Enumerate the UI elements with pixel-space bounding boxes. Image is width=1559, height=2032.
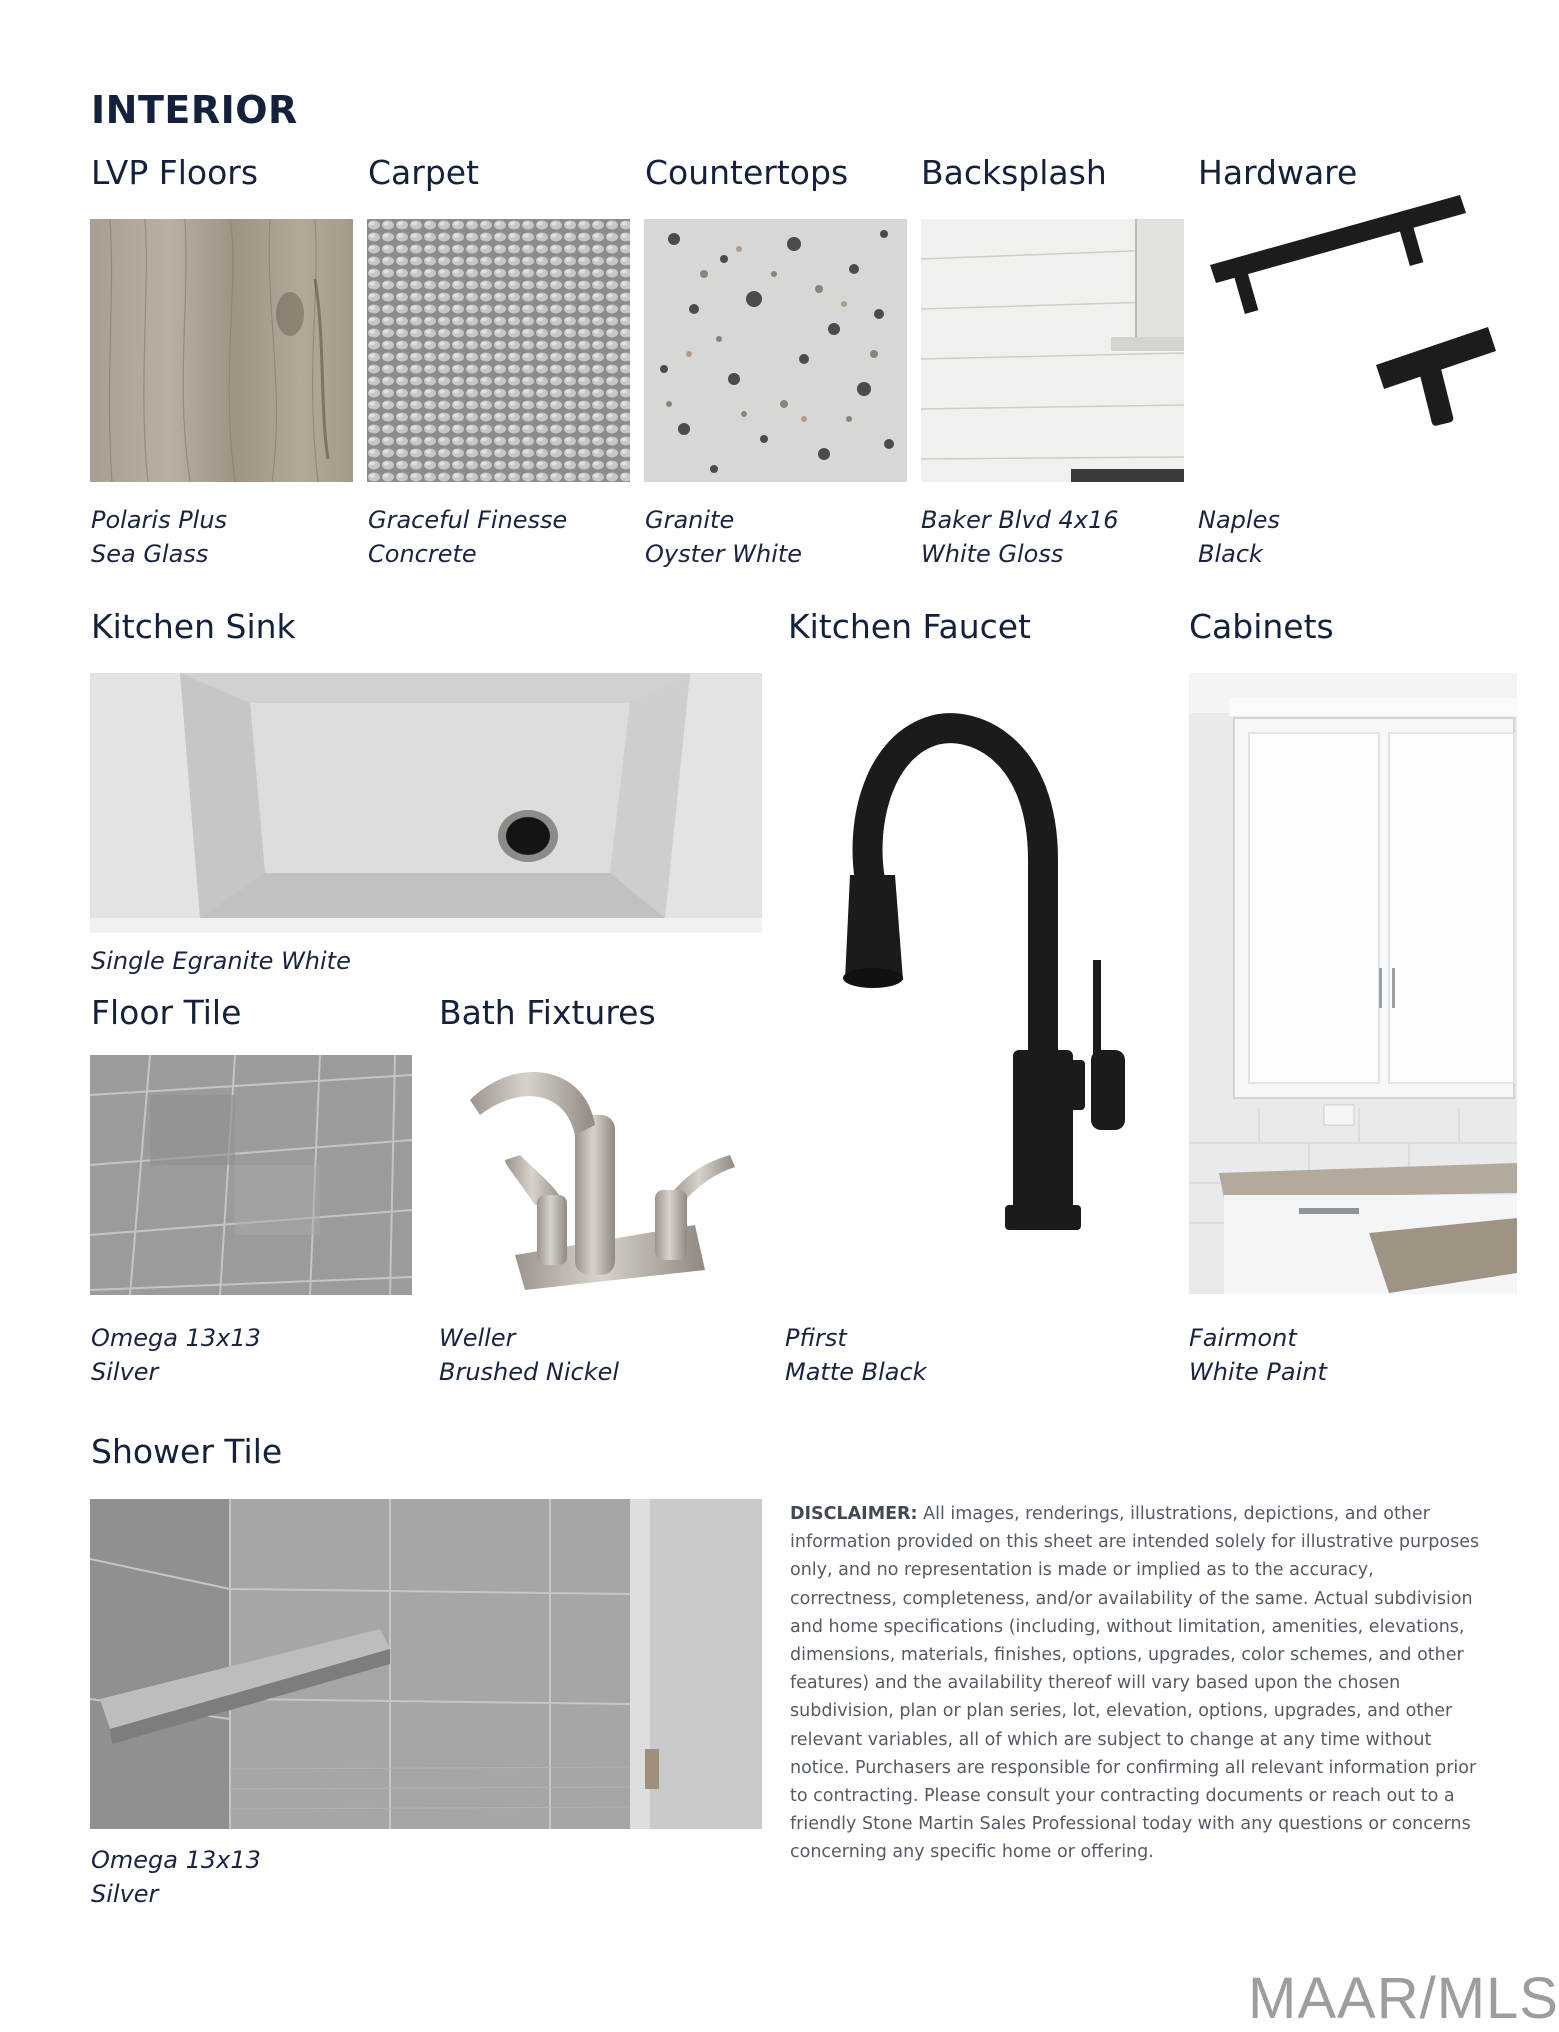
lvp-floors-caption: [91, 503, 227, 571]
bath-fixtures-image: [455, 1055, 755, 1295]
heading-countertops: Countertops: [645, 153, 849, 192]
backsplash-caption: [921, 503, 1119, 571]
kitchen-faucet-image: [825, 710, 1145, 1240]
bath-fixtures-caption: [439, 1321, 619, 1389]
heading-floor-tile: Floor Tile: [91, 993, 242, 1032]
page-title: INTERIOR: [91, 88, 298, 132]
backsplash-name: Baker Blvd 4x16: [921, 506, 1119, 534]
floor-tile-color: Silver: [91, 1358, 159, 1386]
disclaimer-text: All images, renderings, illustrations, depictions, and other information provided on this sheet are intended solely for illustrative purposes only, and no representation is made or implied as to the accuracy, correctness, completeness, and/or availability of the same. Actual subdivision and home specifications (including, without limitation, amenities, elevations, dimensions, materials, finishes, options, upgrades, color schemes, and other features) and the availability thereof will vary based upon the chosen subdivision, plan or plan series, lot, elevation, options, upgrades, and other relevant variables, all of which are subject to change at any time without notice. Purchasers are responsible for confirming all relevant information prior to contracting. Please consult your contracting documents or reach out to a friendly Stone Martin Sales Professional today with any questions or concerns concerning any specific home or offering.: [790, 1504, 1480, 1863]
countertops-name: Granite: [645, 506, 735, 534]
countertops-color: Oyster White: [645, 540, 803, 568]
lvp-floors-name: Polaris Plus: [91, 506, 228, 534]
lvp-floors-swatch: [90, 219, 353, 482]
kitchen-sink-caption: [91, 944, 351, 978]
hardware-caption: [1198, 503, 1280, 571]
kitchen-sink-image: [90, 673, 762, 933]
heading-kitchen-faucet: Kitchen Faucet: [788, 607, 1031, 646]
carpet-swatch: [367, 219, 630, 482]
shower-tile-caption: [91, 1843, 261, 1911]
floor-tile-name: Omega 13x13: [91, 1324, 261, 1352]
countertops-caption: [645, 503, 802, 571]
kitchen-faucet-color: Matte Black: [785, 1358, 927, 1386]
heading-shower-tile: Shower Tile: [91, 1432, 283, 1471]
kitchen-faucet-name: Pfirst: [785, 1324, 847, 1352]
heading-hardware: Hardware: [1198, 153, 1358, 192]
heading-kitchen-sink: Kitchen Sink: [91, 607, 296, 646]
floor-tile-swatch: [90, 1055, 412, 1295]
bath-fixtures-color: Brushed Nickel: [439, 1358, 620, 1386]
heading-bath-fixtures: Bath Fixtures: [439, 993, 656, 1032]
cabinets-image: [1189, 673, 1517, 1294]
kitchen-faucet-caption: [785, 1321, 927, 1389]
heading-lvp-floors: LVP Floors: [91, 153, 259, 192]
heading-carpet: Carpet: [368, 153, 480, 192]
shower-tile-image: [90, 1499, 762, 1829]
hardware-image: [1198, 195, 1508, 465]
disclaimer-label: DISCLAIMER:: [790, 1504, 918, 1524]
bath-fixtures-name: Weller: [439, 1324, 516, 1352]
countertops-swatch: [644, 219, 907, 482]
lvp-floors-color: Sea Glass: [91, 540, 209, 568]
kitchen-sink-name: Single Egranite White: [91, 947, 351, 975]
floor-tile-caption: [91, 1321, 261, 1389]
heading-backsplash: Backsplash: [921, 153, 1107, 192]
carpet-name: Graceful Finesse: [368, 506, 568, 534]
hardware-name: Naples: [1198, 506, 1280, 534]
heading-cabinets: Cabinets: [1189, 607, 1334, 646]
backsplash-swatch: [921, 219, 1184, 482]
carpet-color: Concrete: [368, 540, 477, 568]
disclaimer: [790, 1500, 1480, 1867]
mls-watermark: MAAR/MLS: [1248, 1966, 1559, 2031]
cabinets-caption: [1189, 1321, 1327, 1389]
cabinets-name: Fairmont: [1189, 1324, 1297, 1352]
cabinets-color: White Paint: [1189, 1358, 1327, 1386]
shower-tile-color: Silver: [91, 1880, 159, 1908]
hardware-color: Black: [1198, 540, 1263, 568]
backsplash-color: White Gloss: [921, 540, 1064, 568]
carpet-caption: [368, 503, 567, 571]
shower-tile-name: Omega 13x13: [91, 1846, 261, 1874]
